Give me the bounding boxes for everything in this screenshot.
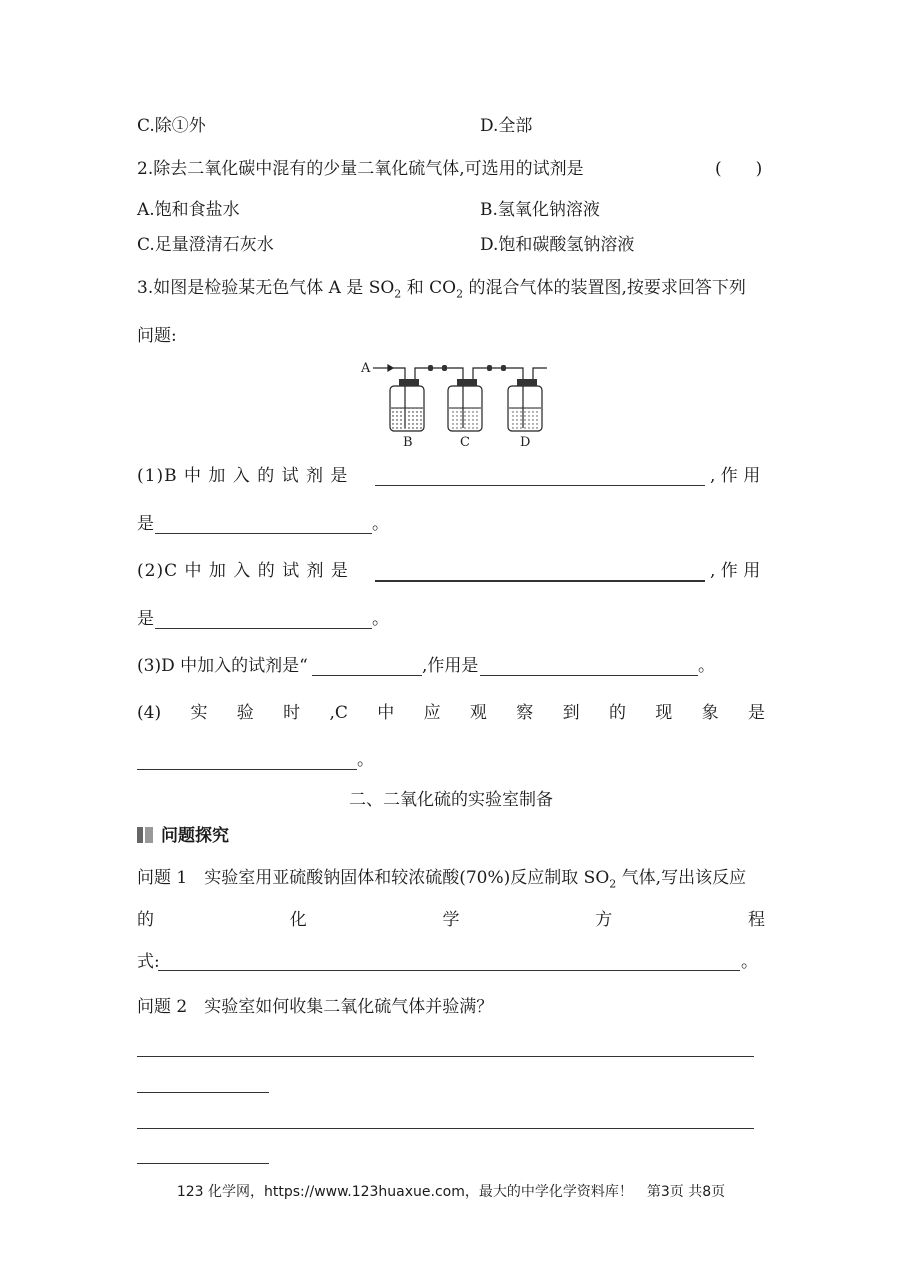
q3-part3-mid: ,作用是 — [422, 656, 479, 676]
bottle-c-label: C — [460, 435, 470, 450]
q3-part4-word: ,C — [329, 703, 348, 723]
q3-stem-sub2: 2 — [456, 287, 464, 301]
section-heading-text: 问题探究 — [161, 826, 229, 846]
q3-stem — [137, 278, 746, 304]
q3-part4-word: (4) — [137, 703, 162, 723]
q3-part4-word: 实 — [190, 703, 208, 723]
problem1-line2 — [137, 910, 765, 930]
q3-part2-reagent-blank[interactable] — [375, 580, 705, 582]
problem1-word: 学 — [442, 910, 460, 930]
q3-part4-word: 现 — [655, 703, 673, 723]
q3-part4-period: 。 — [357, 750, 374, 770]
problem2-answer-line-2[interactable] — [137, 1092, 269, 1093]
q1-option-d: D.全部 — [480, 116, 533, 136]
q3-part4-label — [137, 703, 765, 723]
q2-option-c: C.足量澄清石灰水 — [137, 235, 274, 255]
bottle-b-label: B — [403, 435, 413, 450]
q3-stem-part3: 的混合气体的装置图,按要求回答下列 — [463, 278, 746, 298]
problem1-word: 方 — [595, 910, 613, 930]
gas-washing-apparatus-diagram — [355, 358, 570, 453]
q2-stem: 2.除去二氧化碳中混有的少量二氧化硫气体,可选用的试剂是 — [137, 159, 584, 179]
q3-part4-word: 应 — [423, 703, 441, 723]
q3-stem-part1: 3.如图是检验某无色气体 A 是 SO — [137, 278, 395, 298]
q3-part4-word: 验 — [236, 703, 254, 723]
problem1-sub: 2 — [609, 877, 617, 891]
inlet-label: A — [361, 361, 371, 376]
q3-stem-part2: 和 CO — [401, 278, 457, 298]
q3-part4-phenomenon-blank[interactable] — [137, 769, 357, 770]
q3-part3-function-blank[interactable] — [480, 675, 698, 676]
q3-part1-tail: , 作 用 — [710, 466, 761, 486]
q3-part2-continued: 是 — [137, 609, 154, 629]
q3-part4-word: 观 — [469, 703, 487, 723]
q3-part4-word: 察 — [516, 703, 534, 723]
problem1-period: 。 — [741, 952, 758, 972]
q3-part4-word: 到 — [562, 703, 580, 723]
problem1-line1 — [137, 868, 746, 894]
q3-part4-word: 时 — [283, 703, 301, 723]
q3-part3-period: 。 — [698, 656, 715, 676]
q3-part1-function-blank[interactable] — [155, 533, 372, 534]
q3-part1-period: 。 — [372, 514, 389, 534]
problem2: 问题 2 实验室如何收集二氧化硫气体并验满？ — [137, 997, 494, 1017]
bottle-d-label: D — [520, 435, 531, 450]
q3-part1-label: (1)B 中 加 入 的 试 剂 是 — [137, 466, 349, 486]
q2-option-d: D.饱和碳酸氢钠溶液 — [480, 235, 635, 255]
problem2-answer-line-4[interactable] — [137, 1163, 269, 1164]
q2-option-a: A.饱和食盐水 — [137, 200, 240, 220]
q2-option-b: B.氢氧化钠溶液 — [480, 200, 600, 220]
q3-part4-word: 中 — [377, 703, 395, 723]
q1-option-c: C.除①外 — [137, 116, 206, 136]
q3-part3-label: (3)D 中加入的试剂是“ — [137, 656, 308, 676]
q3-stem-sub1: 2 — [394, 287, 402, 301]
q2-answer-paren: ( ) — [715, 159, 763, 179]
problem1-equation-blank[interactable] — [158, 970, 740, 971]
q3-part2-function-blank[interactable] — [155, 628, 372, 629]
q3-part2-period: 。 — [372, 609, 389, 629]
heading-marker-icon — [137, 827, 155, 843]
problem1-part2: 气体,写出该反应 — [616, 868, 747, 888]
section-title: 二、二氧化硫的实验室制备 — [349, 790, 553, 810]
problem1-word: 程 — [748, 910, 765, 930]
q3-part2-label: (2)C 中 加 入 的 试 剂 是 — [137, 561, 349, 581]
problem1-line3: 式: — [137, 952, 160, 972]
q3-part4-word: 是 — [747, 703, 765, 723]
problem1-word: 化 — [289, 910, 307, 930]
problem2-answer-line-1[interactable] — [137, 1056, 754, 1057]
q3-part4-word: 的 — [608, 703, 626, 723]
q3-part1-continued: 是 — [137, 514, 154, 534]
problem1-word: 的 — [137, 910, 154, 930]
q3-part1-reagent-blank[interactable] — [375, 485, 705, 486]
page-footer: 123 化学网，https://www.123huaxue.com，最大的中学化学资料库！ 第3页 共8页 — [176, 1184, 726, 1200]
problem1-part1: 问题 1 实验室用亚硫酸钠固体和较浓硫酸(70%)反应制取 SO — [137, 868, 610, 888]
section-heading — [137, 826, 229, 846]
problem2-answer-line-3[interactable] — [137, 1128, 754, 1129]
q3-part3-reagent-blank[interactable] — [312, 675, 422, 676]
q3-part4-word: 象 — [701, 703, 719, 723]
q3-stem-continued: 问题: — [137, 326, 177, 346]
q3-part2-tail: , 作 用 — [710, 561, 761, 581]
